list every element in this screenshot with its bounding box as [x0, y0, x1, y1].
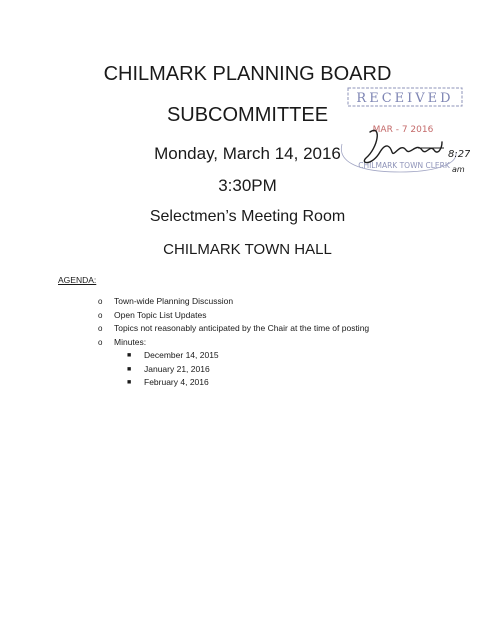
stamp-title: RECEIVED — [356, 91, 454, 106]
subcommittee-title: SUBCOMMITTEE — [166, 104, 329, 126]
meeting-location: CHILMARK TOWN HALL — [163, 241, 332, 258]
received-stamp — [330, 84, 470, 184]
agenda-item: o Town-wide Planning Discussion — [98, 295, 369, 309]
board-title: CHILMARK PLANNING BOARD — [103, 63, 392, 85]
agenda-item: o Open Topic List Updates — [98, 309, 369, 323]
meeting-time: 3:30PM — [218, 176, 277, 195]
square-bullet-icon: ■ — [127, 379, 132, 386]
handwritten-ampm: am — [452, 165, 465, 174]
agenda-label: AGENDA: — [58, 275, 97, 285]
handwritten-time: 8:27 — [448, 149, 470, 160]
square-bullet-icon: ■ — [127, 365, 132, 373]
agenda-item: o Minutes: ■ December 14, 2015 ■ January 21, 2016 ■ February 4, 2016 — [98, 336, 369, 390]
stamp-office: CHILMARK TOWN CLERK — [358, 161, 450, 170]
minutes-item: ■ February 4, 2016 — [127, 376, 369, 390]
agenda-item: o Topics not reasonably anticipated by the Chair at the time of posting — [98, 322, 369, 336]
minutes-item: ■ December 14, 2015 — [127, 349, 369, 363]
minutes-list — [114, 349, 369, 390]
stamp-date: MAR - 7 2016 — [372, 125, 434, 135]
meeting-date: Monday, March 14, 2016 — [154, 144, 341, 163]
square-bullet-icon: ■ — [127, 352, 132, 359]
meeting-room: Selectmen’s Meeting Room — [149, 208, 346, 225]
agenda-list — [98, 295, 369, 390]
hollow-bullet-icon: o — [98, 337, 103, 347]
signature-icon — [364, 130, 442, 162]
hollow-bullet-icon: o — [98, 310, 103, 320]
hollow-bullet-icon: o — [98, 324, 103, 333]
hollow-bullet-icon: o — [98, 297, 103, 306]
minutes-item: ■ January 21, 2016 — [127, 363, 369, 377]
